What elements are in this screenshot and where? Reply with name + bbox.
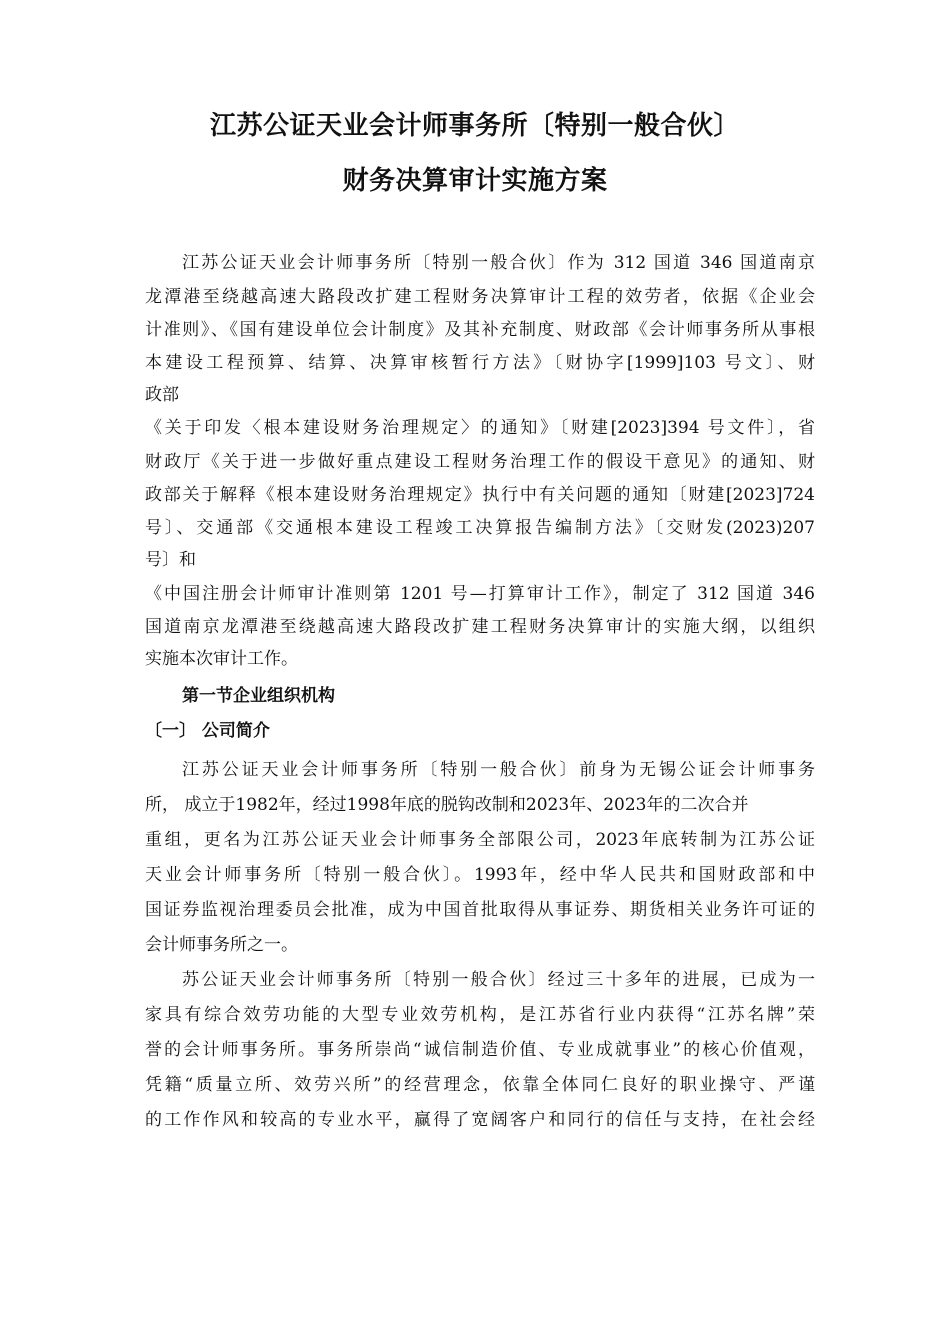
- company-intro-line: 所， 成立于1982年，经过1998年底的脱钩改制和2023年、2023年的二次合并: [145, 795, 749, 815]
- intro-line: 号〕和: [145, 550, 196, 570]
- intro-line: 江苏公证天业会计师事务所〔特别一般合伙〕作为 312 国道 346 国道南京: [182, 253, 815, 273]
- development-line: 家具有综合效劳功能的大型专业效劳机构，是江苏省行业内获得“江苏名牌”荣: [145, 1005, 815, 1025]
- subsection-heading: 〔一〕 公司简介: [145, 721, 270, 741]
- intro-line: 本建设工程预算、结算、决算审核暂行方法》〔财协字[1999]103 号文〕、财: [145, 353, 815, 373]
- intro-line: 《关于印发〈根本建设财务治理规定〉的通知》〔财建[2023]394 号文件〕，省: [145, 418, 815, 438]
- document-title-line-2: 财务决算审计实施方案: [342, 166, 608, 196]
- development-line: 誉的会计师事务所。事务所崇尚“诚信制造价值、专业成就事业”的核心价值观，: [145, 1040, 815, 1060]
- development-line: 凭籍“质量立所、效劳兴所”的经营理念，依靠全体同仁良好的职业操守、严谨: [145, 1075, 815, 1095]
- intro-line: 实施本次审计工作。: [145, 649, 298, 669]
- development-line: 苏公证天业会计师事务所〔特别一般合伙〕经过三十多年的进展，已成为一: [182, 970, 815, 990]
- intro-line: 政部关于解释《根本建设财务治理规定》执行中有关问题的通知〔财建[2023]724: [145, 485, 815, 505]
- document-title-line-1: 江苏公证天业会计师事务所〔特别一般合伙〕: [209, 111, 740, 141]
- intro-line: 财政厅《关于进一步做好重点建设工程财务治理工作的假设干意见》的通知、财: [145, 452, 815, 472]
- company-intro-line: 会计师事务所之一。: [145, 935, 298, 955]
- company-intro-line: 江苏公证天业会计师事务所〔特别一般合伙〕前身为无锡公证会计师事务: [182, 760, 815, 780]
- company-intro-line: 天业会计师事务所〔特别一般合伙〕。1993年，经中华人民共和国财政部和中: [145, 865, 815, 885]
- company-intro-line: 国证券监视治理委员会批准，成为中国首批取得从事证券、期货相关业务许可证的: [145, 900, 815, 920]
- intro-line: 《中国注册会计师审计准则第 1201 号—打算审计工作》，制定了 312 国道 346: [145, 584, 815, 604]
- intro-line: 号〕、交通部《交通根本建设工程竣工决算报告编制方法》〔交财发(2023)207: [145, 518, 815, 538]
- section-heading: 第一节企业组织机构: [182, 686, 335, 706]
- intro-line: 龙潭港至绕越高速大路段改扩建工程财务决算审计工程的效劳者，依据《企业会: [145, 287, 815, 307]
- company-intro-line: 重组，更名为江苏公证天业会计师事务全部限公司，2023年底转制为江苏公证: [145, 830, 815, 850]
- intro-line: 国道南京龙潭港至绕越高速大路段改扩建工程财务决算审计的实施大纲，以组织: [145, 617, 815, 637]
- intro-line: 计准则》、《国有建设单位会计制度》及其补充制度、财政部《会计师事务所从事根: [145, 320, 815, 340]
- intro-line: 政部: [145, 385, 179, 405]
- development-line: 的工作作风和较高的专业水平，赢得了宽阔客户和同行的信任与支持，在社会经: [145, 1110, 815, 1130]
